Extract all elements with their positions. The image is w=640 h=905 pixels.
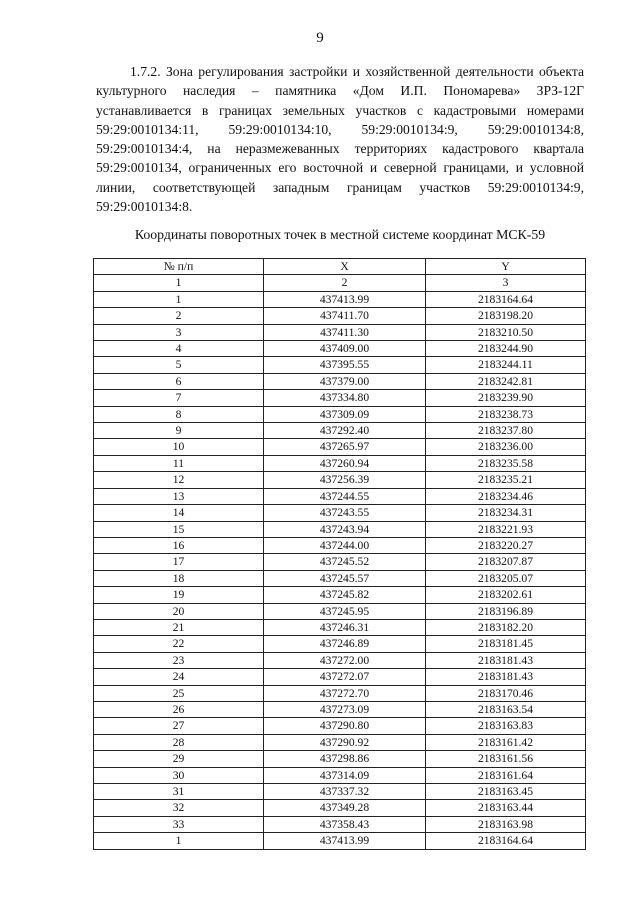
y-coordinate-cell: 2183202.61	[426, 587, 586, 603]
column-number-1: 1	[94, 275, 264, 291]
table-row	[94, 816, 586, 832]
y-coordinate-cell: 2183234.46	[426, 488, 586, 504]
header-y: Y	[426, 259, 586, 275]
point-number-cell: 33	[94, 816, 264, 832]
page-number: 9	[316, 30, 324, 46]
table-row	[94, 439, 586, 455]
table-row	[94, 308, 586, 324]
point-number-cell: 8	[94, 406, 264, 422]
y-coordinate-cell: 2183221.93	[426, 521, 586, 537]
table-row	[94, 751, 586, 767]
x-coordinate-cell: 437358.43	[264, 816, 426, 832]
x-coordinate-cell: 437245.95	[264, 603, 426, 619]
table-row	[94, 784, 586, 800]
y-coordinate-cell: 2183161.42	[426, 734, 586, 750]
point-number-cell: 6	[94, 373, 264, 389]
point-number-cell: 9	[94, 423, 264, 439]
y-coordinate-cell: 2183196.89	[426, 603, 586, 619]
point-number-cell: 1	[94, 291, 264, 307]
table-row	[94, 406, 586, 422]
x-coordinate-cell: 437246.31	[264, 619, 426, 635]
y-coordinate-cell: 2183234.31	[426, 505, 586, 521]
point-number-cell: 7	[94, 390, 264, 406]
y-coordinate-cell: 2183163.54	[426, 701, 586, 717]
zone-description-text: 1.7.2. Зона регулирования застройки и хозяйственной деятельности объекта культурного наследия – памятника «Дом И.П. Пономарева» ЗРЗ-12Г устанавливается в границах земельных участков с кадастровыми номерами 59:29:0010134:11, 59:29:0010134:10, 59:29:0010134:9, 59:29:0010134:8, 59:29:0010134:4, на неразмежеванных территориях кадастрового квартала 59:29:0010134, ограниченных его восточной и северной границами, и условной линии, соответствующей западным границам участков 59:29:0010134:9, 59:29:0010134:8.	[96, 64, 584, 215]
x-coordinate-cell: 437411.70	[264, 308, 426, 324]
y-coordinate-cell: 2183163.98	[426, 816, 586, 832]
point-number-cell: 15	[94, 521, 264, 537]
point-number-cell: 28	[94, 734, 264, 750]
y-coordinate-cell: 2183164.64	[426, 291, 586, 307]
point-number-cell: 19	[94, 587, 264, 603]
point-number-cell: 25	[94, 685, 264, 701]
point-number-cell: 24	[94, 669, 264, 685]
x-coordinate-cell: 437337.32	[264, 784, 426, 800]
y-coordinate-cell: 2183161.56	[426, 751, 586, 767]
table-row	[94, 341, 586, 357]
x-coordinate-cell: 437245.57	[264, 570, 426, 586]
x-coordinate-cell: 437245.82	[264, 587, 426, 603]
y-coordinate-cell: 2183161.64	[426, 767, 586, 783]
point-number-cell: 13	[94, 488, 264, 504]
table-header-row	[94, 259, 586, 275]
x-coordinate-cell: 437413.99	[264, 291, 426, 307]
x-coordinate-cell: 437309.09	[264, 406, 426, 422]
column-number-2: 2	[264, 275, 426, 291]
x-coordinate-cell: 437379.00	[264, 373, 426, 389]
point-number-cell: 12	[94, 472, 264, 488]
x-coordinate-cell: 437272.07	[264, 669, 426, 685]
point-number-cell: 11	[94, 455, 264, 471]
table-row	[94, 652, 586, 668]
y-coordinate-cell: 2183210.50	[426, 324, 586, 340]
x-coordinate-cell: 437273.09	[264, 701, 426, 717]
y-coordinate-cell: 2183182.20	[426, 619, 586, 635]
y-coordinate-cell: 2183181.43	[426, 652, 586, 668]
point-number-cell: 16	[94, 537, 264, 553]
point-number-cell: 30	[94, 767, 264, 783]
table-row	[94, 291, 586, 307]
table-row	[94, 685, 586, 701]
point-number-cell: 32	[94, 800, 264, 816]
y-coordinate-cell: 2183237.80	[426, 423, 586, 439]
point-number-cell: 31	[94, 784, 264, 800]
x-coordinate-cell: 437290.92	[264, 734, 426, 750]
x-coordinate-cell: 437243.55	[264, 505, 426, 521]
x-coordinate-cell: 437298.86	[264, 751, 426, 767]
table-caption: Координаты поворотных точек в местной системе координат МСК-59	[134, 227, 546, 242]
point-number-cell: 29	[94, 751, 264, 767]
table-row	[94, 570, 586, 586]
table-row	[94, 505, 586, 521]
x-coordinate-cell: 437243.94	[264, 521, 426, 537]
y-coordinate-cell: 2183242.81	[426, 373, 586, 389]
table-row	[94, 619, 586, 635]
point-number-cell: 5	[94, 357, 264, 373]
coordinates-table-body	[94, 291, 586, 849]
y-coordinate-cell: 2183164.64	[426, 833, 586, 849]
table-row	[94, 390, 586, 406]
x-coordinate-cell: 437290.80	[264, 718, 426, 734]
header-number: № п/п	[94, 259, 264, 275]
point-number-cell: 21	[94, 619, 264, 635]
x-coordinate-cell: 437265.97	[264, 439, 426, 455]
table-row	[94, 521, 586, 537]
table-row	[94, 734, 586, 750]
table-row	[94, 373, 586, 389]
table-row	[94, 767, 586, 783]
table-row	[94, 669, 586, 685]
table-row	[94, 472, 586, 488]
point-number-cell: 23	[94, 652, 264, 668]
y-coordinate-cell: 2183244.90	[426, 341, 586, 357]
x-coordinate-cell: 437314.09	[264, 767, 426, 783]
point-number-cell: 18	[94, 570, 264, 586]
x-coordinate-cell: 437244.55	[264, 488, 426, 504]
point-number-cell: 4	[94, 341, 264, 357]
y-coordinate-cell: 2183181.45	[426, 636, 586, 652]
table-row	[94, 423, 586, 439]
y-coordinate-cell: 2183238.73	[426, 406, 586, 422]
point-number-cell: 3	[94, 324, 264, 340]
x-coordinate-cell: 437246.89	[264, 636, 426, 652]
point-number-cell: 22	[94, 636, 264, 652]
x-coordinate-cell: 437411.30	[264, 324, 426, 340]
y-coordinate-cell: 2183163.45	[426, 784, 586, 800]
table-row	[94, 488, 586, 504]
point-number-cell: 14	[94, 505, 264, 521]
y-coordinate-cell: 2183236.00	[426, 439, 586, 455]
table-row	[94, 603, 586, 619]
y-coordinate-cell: 2183235.58	[426, 455, 586, 471]
table-row	[94, 718, 586, 734]
y-coordinate-cell: 2183220.27	[426, 537, 586, 553]
x-coordinate-cell: 437244.00	[264, 537, 426, 553]
table-row	[94, 537, 586, 553]
y-coordinate-cell: 2183235.21	[426, 472, 586, 488]
y-coordinate-cell: 2183244.11	[426, 357, 586, 373]
x-coordinate-cell: 437349.28	[264, 800, 426, 816]
point-number-cell: 20	[94, 603, 264, 619]
zone-description-paragraph	[96, 62, 584, 216]
x-coordinate-cell: 437409.00	[264, 341, 426, 357]
x-coordinate-cell: 437272.00	[264, 652, 426, 668]
x-coordinate-cell: 437260.94	[264, 455, 426, 471]
y-coordinate-cell: 2183163.83	[426, 718, 586, 734]
y-coordinate-cell: 2183207.87	[426, 554, 586, 570]
table-row	[94, 833, 586, 849]
y-coordinate-cell: 2183205.07	[426, 570, 586, 586]
y-coordinate-cell: 2183239.90	[426, 390, 586, 406]
table-row	[94, 554, 586, 570]
x-coordinate-cell: 437334.80	[264, 390, 426, 406]
y-coordinate-cell: 2183181.43	[426, 669, 586, 685]
x-coordinate-cell: 437395.55	[264, 357, 426, 373]
point-number-cell: 1	[94, 833, 264, 849]
x-coordinate-cell: 437256.39	[264, 472, 426, 488]
table-row	[94, 800, 586, 816]
point-number-cell: 2	[94, 308, 264, 324]
coordinates-table	[93, 258, 586, 850]
y-coordinate-cell: 2183163.44	[426, 800, 586, 816]
point-number-cell: 27	[94, 718, 264, 734]
table-row	[94, 324, 586, 340]
column-number-row	[94, 275, 586, 291]
x-coordinate-cell: 437272.70	[264, 685, 426, 701]
point-number-cell: 26	[94, 701, 264, 717]
x-coordinate-cell: 437413.99	[264, 833, 426, 849]
table-row	[94, 455, 586, 471]
x-coordinate-cell: 437245.52	[264, 554, 426, 570]
table-row	[94, 701, 586, 717]
point-number-cell: 17	[94, 554, 264, 570]
table-row	[94, 357, 586, 373]
header-x: X	[264, 259, 426, 275]
table-row	[94, 636, 586, 652]
y-coordinate-cell: 2183198.20	[426, 308, 586, 324]
y-coordinate-cell: 2183170.46	[426, 685, 586, 701]
point-number-cell: 10	[94, 439, 264, 455]
table-row	[94, 587, 586, 603]
x-coordinate-cell: 437292.40	[264, 423, 426, 439]
column-number-3: 3	[426, 275, 586, 291]
